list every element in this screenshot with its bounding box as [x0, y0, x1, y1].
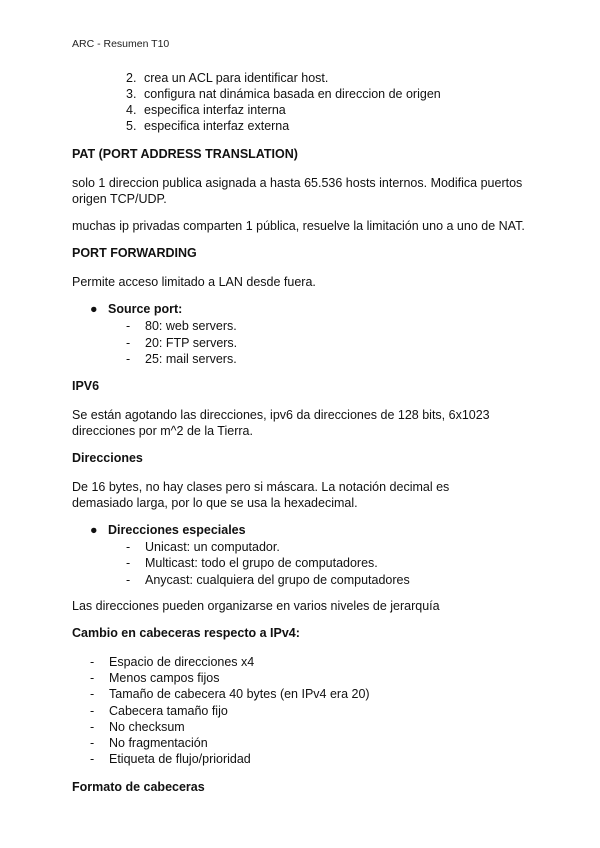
list-item: 4. especifica interfaz interna: [126, 103, 286, 117]
list-item: - Cabecera tamaño fijo: [90, 703, 228, 718]
direcciones-especiales-block: [72, 522, 528, 589]
port-forwarding-paragraph: Permite acceso limitado a LAN desde fuera.: [72, 275, 316, 289]
bullet-icon: ●: [90, 522, 98, 537]
dash-icon: -: [90, 687, 95, 702]
dash-icon: -: [90, 655, 95, 669]
cambio-heading: Cambio en cabeceras respecto a IPv4:: [72, 626, 300, 640]
list-item: - No fragmentación: [90, 735, 208, 750]
list-item: 5. especifica interfaz externa: [126, 119, 290, 133]
list-item: - Unicast: un computador.: [126, 539, 280, 554]
list-item: 3. configura nat dinámica basada en direccion de origen: [126, 87, 441, 101]
dash-icon: -: [126, 556, 131, 570]
direcciones-especiales-list: [72, 539, 528, 589]
list-item: - Multicast: todo el grupo de computadores.: [126, 556, 378, 570]
page-header: ARC - Resumen T10: [72, 38, 170, 50]
source-port-title: ● Source port:: [90, 302, 183, 316]
dash-icon: -: [126, 572, 131, 587]
list-item: - No checksum: [90, 719, 185, 734]
list-item: - Etiqueta de flujo/prioridad: [90, 752, 251, 767]
direcciones-especiales-title: ● Direcciones especiales: [90, 522, 246, 537]
dash-icon: -: [126, 539, 131, 554]
list-item: - Menos campos fijos: [90, 671, 220, 686]
source-port-block: [72, 301, 528, 368]
dash-icon: -: [126, 319, 131, 333]
acl-steps-list: [72, 70, 528, 134]
pat-heading: PAT (PORT ADDRESS TRANSLATION): [72, 147, 298, 161]
pat-paragraph-2: muchas ip privadas comparten 1 pública, resuelve la limitación uno a uno de NAT.: [72, 219, 525, 233]
ipv6-paragraph: Se están agotando las direcciones, ipv6 da direcciones de 128 bits, 6x1023 direcciones por m^2 de la Tierra.: [72, 407, 490, 438]
list-item: - 20: FTP servers.: [126, 335, 238, 350]
dash-icon: -: [126, 335, 131, 350]
direcciones-heading: Direcciones: [72, 450, 143, 465]
list-item: - Espacio de direcciones x4: [90, 655, 255, 669]
dash-icon: -: [90, 752, 95, 767]
cambio-list: [72, 654, 528, 767]
source-port-list: [72, 318, 528, 368]
port-forwarding-heading: PORT FORWARDING: [72, 246, 197, 260]
direcciones-paragraph: De 16 bytes, no hay clases pero si máscara. La notación decimal es demasiado larga, por lo que se usa la hexadecimal.: [72, 479, 450, 510]
dash-icon: -: [90, 735, 95, 750]
formato-heading: Formato de cabeceras: [72, 780, 205, 795]
list-item: 2. crea un ACL para identificar host.: [126, 71, 329, 85]
list-item: - 80: web servers.: [126, 319, 237, 333]
document-body: [72, 70, 528, 808]
jerarquia-paragraph: Las direcciones pueden organizarse en varios niveles de jerarquía: [72, 599, 440, 613]
dash-icon: -: [90, 703, 95, 718]
dash-icon: -: [90, 671, 95, 686]
bullet-icon: ●: [90, 302, 98, 316]
list-item: - 25: mail servers.: [126, 352, 237, 366]
dash-icon: -: [126, 352, 131, 366]
list-item: - Tamaño de cabecera 40 bytes (en IPv4 era 20): [90, 687, 370, 702]
list-item: - Anycast: cualquiera del grupo de computadores: [126, 572, 410, 587]
pat-paragraph-1: solo 1 direccion publica asignada a hasta 65.536 hosts internos. Modifica puertos origen TCP/UDP.: [72, 176, 523, 206]
dash-icon: -: [90, 719, 95, 734]
ipv6-heading: IPV6: [72, 378, 100, 393]
